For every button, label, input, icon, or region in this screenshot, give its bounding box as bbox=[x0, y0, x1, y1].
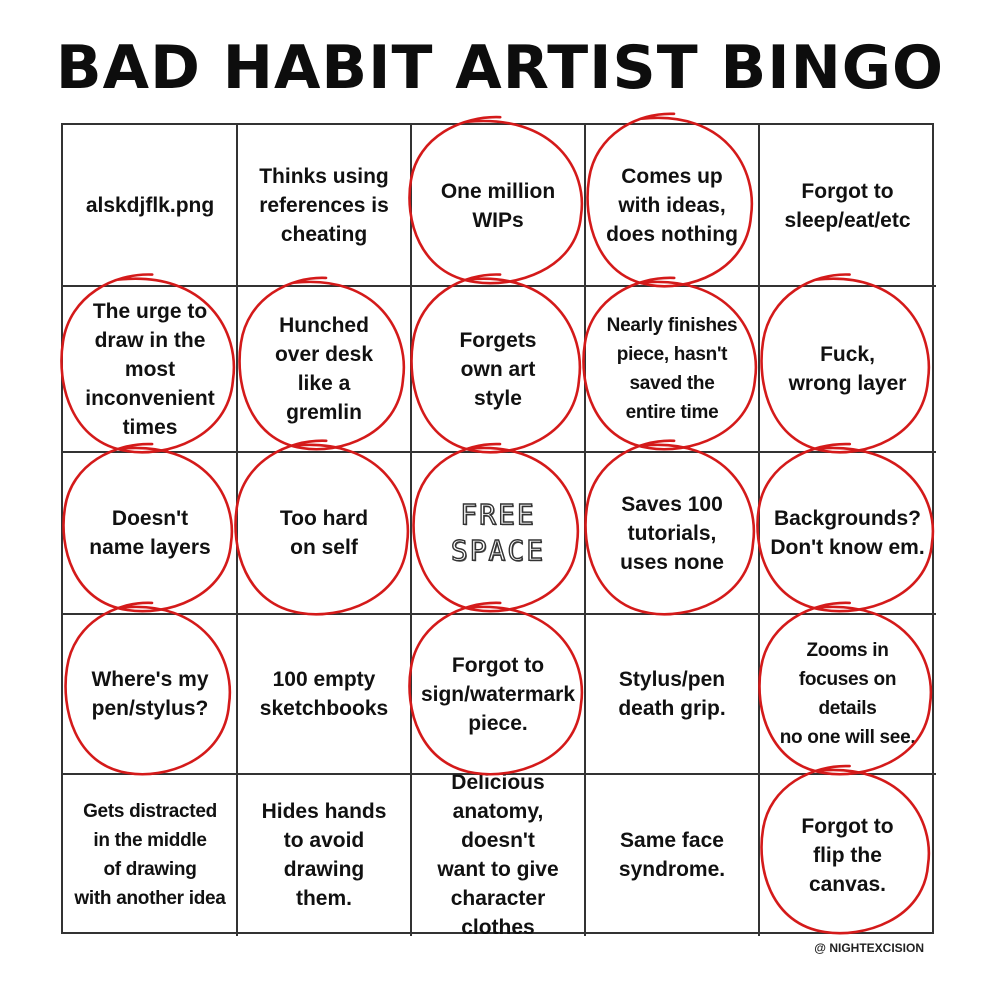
bingo-cell[interactable] bbox=[759, 774, 936, 936]
bingo-cell[interactable] bbox=[237, 614, 411, 774]
artist-credit: @ NIGHTEXCISION bbox=[814, 941, 924, 955]
bingo-cell[interactable] bbox=[411, 125, 585, 286]
bingo-cell[interactable] bbox=[585, 286, 759, 452]
bingo-cell-label: Stylus/pen death grip. bbox=[618, 668, 726, 720]
bingo-cell-label: Comes up with ideas, does nothing bbox=[606, 165, 738, 246]
bingo-cell[interactable] bbox=[585, 125, 759, 286]
bingo-cell[interactable] bbox=[237, 774, 411, 936]
bingo-cell[interactable] bbox=[63, 774, 237, 936]
grid-line-horizontal bbox=[63, 613, 936, 615]
bingo-cell[interactable] bbox=[63, 452, 237, 614]
bingo-cell-label: alskdjflk.png bbox=[85, 194, 215, 217]
grid-line-vertical bbox=[584, 125, 586, 936]
bingo-cell[interactable] bbox=[63, 125, 237, 286]
bingo-cell[interactable] bbox=[237, 125, 411, 286]
bingo-cell[interactable] bbox=[585, 614, 759, 774]
bingo-cell[interactable] bbox=[237, 286, 411, 452]
bingo-cell-label: Gets distracted in the middle of drawing with another idea bbox=[74, 801, 226, 909]
bingo-cell-label: Where's my pen/stylus? bbox=[91, 668, 209, 720]
bingo-cell-label: Doesn't name layers bbox=[89, 507, 211, 559]
grid-line-horizontal bbox=[63, 451, 936, 453]
grid-line-horizontal bbox=[63, 285, 936, 287]
bingo-cell-label: Hides hands to avoid drawing them. bbox=[261, 800, 387, 910]
bingo-cell[interactable] bbox=[759, 614, 936, 774]
bingo-cell[interactable] bbox=[63, 286, 237, 452]
grid-line-vertical bbox=[758, 125, 760, 936]
bingo-cell-label: Hunched over desk like a gremlin bbox=[274, 314, 374, 424]
bingo-cell-label: Forgot to sign/watermark piece. bbox=[420, 653, 576, 735]
bingo-cell-label: Saves 100 tutorials, uses none bbox=[620, 492, 724, 574]
bingo-cell[interactable] bbox=[411, 771, 585, 939]
bingo-cell-label: Zooms in focuses on details no one will see. bbox=[779, 640, 916, 748]
bingo-cell-label: One million WIPs bbox=[440, 179, 556, 232]
bingo-grid bbox=[61, 123, 934, 939]
bingo-cell[interactable] bbox=[411, 614, 585, 774]
grid-line-vertical bbox=[236, 125, 238, 936]
bingo-cell-label: The urge to draw in the most inconvenient times bbox=[85, 299, 215, 439]
bingo-cell-label: Nearly finishes piece, hasn't saved the entire time bbox=[606, 315, 738, 423]
bingo-cell[interactable] bbox=[585, 452, 759, 614]
bingo-cell[interactable] bbox=[759, 452, 936, 614]
bingo-cell[interactable] bbox=[63, 614, 237, 774]
bingo-cell[interactable] bbox=[411, 286, 585, 452]
bingo-cell-label: Forgets own art style bbox=[459, 328, 537, 410]
bingo-cell-label: Same face syndrome. bbox=[618, 829, 726, 881]
bingo-cell[interactable] bbox=[759, 286, 936, 452]
bingo-cell-label: Backgrounds? Don't know em. bbox=[770, 507, 925, 559]
bingo-cell-label: Forgot to sleep/eat/etc bbox=[784, 179, 911, 232]
bingo-cell[interactable] bbox=[411, 452, 585, 614]
bingo-cell-label: Delicious anatomy, doesn't want to give character clothes bbox=[437, 771, 559, 939]
bingo-cell-label: Forgot to flip the canvas. bbox=[801, 814, 894, 896]
bingo-title: BAD HABIT ARTIST BINGO bbox=[55, 33, 945, 103]
bingo-cell[interactable] bbox=[759, 125, 936, 286]
bingo-cell-label: Thinks using references is cheating bbox=[259, 165, 389, 246]
bingo-cell[interactable] bbox=[237, 452, 411, 614]
bingo-cell-label: Too hard on self bbox=[279, 507, 369, 559]
bingo-cell-label: 100 empty sketchbooks bbox=[259, 668, 389, 720]
free-space-label: FREE SPACE bbox=[450, 498, 546, 567]
bingo-cell-label: Fuck, wrong layer bbox=[788, 343, 907, 395]
grid-line-vertical bbox=[410, 125, 412, 936]
bingo-cell[interactable] bbox=[585, 774, 759, 936]
